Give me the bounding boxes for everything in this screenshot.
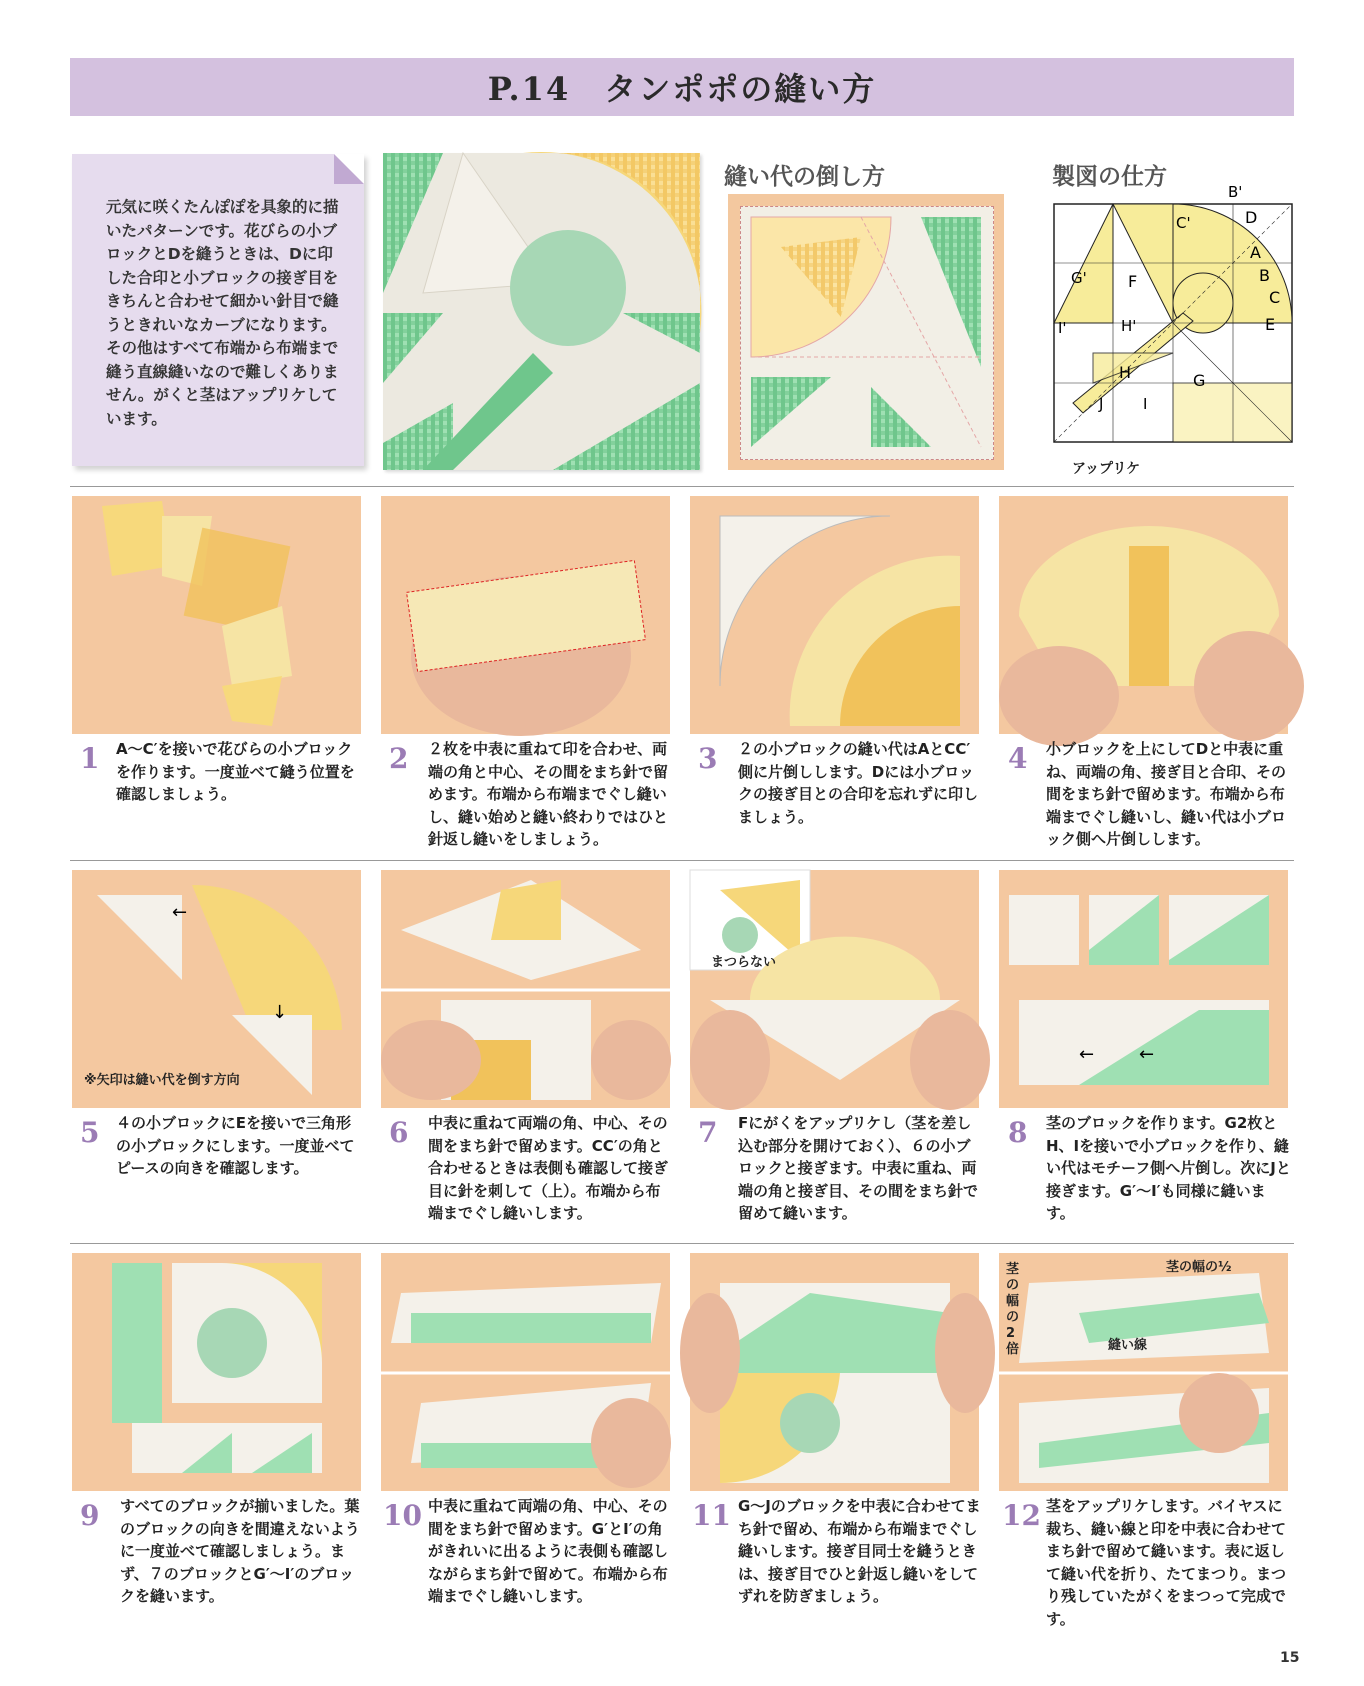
step-5-note: ※矢印は縫い代を倒す方向: [84, 1073, 240, 1088]
applique-label: アップリケ: [1072, 461, 1141, 477]
step-1-photo: [72, 496, 361, 734]
label-i: I: [1143, 395, 1148, 413]
step-8-photo: [999, 870, 1288, 1108]
seam-block: [740, 206, 994, 460]
row-divider-3: [70, 1243, 1294, 1244]
page-fold-icon: [334, 154, 364, 184]
intro-note: [72, 154, 364, 466]
step-2-number: 2: [389, 742, 409, 775]
seam-allowance-label: 縫い代の倒し方: [724, 164, 885, 190]
svg-text:←: ←: [1139, 1044, 1155, 1065]
label-h: H: [1119, 363, 1132, 382]
step-5-text: ４の小ブロックにEを接いで三角形の小ブロックにします。一度並べてピースの向きを確認します。: [116, 1114, 355, 1177]
step-4-number: 4: [1008, 742, 1028, 775]
label-i-prime: I': [1058, 319, 1067, 337]
step-5-number: 5: [80, 1116, 100, 1149]
step-2-photo: [381, 496, 670, 734]
page-title: P.14 タンポポの縫い方: [487, 70, 877, 108]
drafting-diagram: [1053, 183, 1293, 443]
svg-text:←: ←: [172, 902, 188, 923]
label-j: J: [1099, 395, 1104, 413]
step-11-number: 11: [692, 1499, 731, 1532]
label-b-prime: B': [1228, 183, 1243, 201]
label-g-prime: G': [1071, 269, 1087, 287]
label-a: A: [1250, 243, 1261, 262]
page-number: 15: [1280, 1650, 1300, 1666]
step-10-text: 中表に重ねて両端の角、中心、その間をまち針で留めます。G′とI′の角がきれいに出るように表側も確認しながらまち針で留めて。布端から布端までぐし縫いします。: [428, 1497, 669, 1605]
step-8-text: 茎のブロックを作ります。G2枚とH、Iを接いで小ブロックを作り、縫い代はモチーフ側へ片倒し。次にJと接ぎます。G′～I′も同様に縫います。: [1046, 1114, 1291, 1222]
seam-allowance-photo: [728, 194, 1004, 470]
step-7-number: 7: [698, 1116, 718, 1149]
step-9-text: すべてのブロックが揃いました。葉のブロックの向きを間違えないように一度並べて確認しましょう。まず、７のブロックとG′～I′のブロックを縫います。: [120, 1497, 360, 1605]
label-h-prime: H': [1121, 317, 1137, 335]
step-9-photo: [72, 1253, 361, 1491]
step-7-note: まつらない: [711, 955, 777, 970]
step-10-number: 10: [383, 1499, 422, 1532]
label-g: G: [1193, 371, 1206, 390]
step-7-photo: [690, 870, 979, 1108]
step-3-text: ２の小ブロックの縫い代はAとCC′側に片倒しします。Dには小ブロックの接ぎ目との合印を忘れずに印しましょう。: [738, 740, 979, 826]
svg-text:↓: ↓: [272, 1002, 288, 1023]
step-12-width-double: 茎の幅の2倍: [1006, 1262, 1020, 1357]
step-12-width-half: 茎の幅の½: [1166, 1260, 1232, 1275]
label-e: E: [1265, 315, 1276, 334]
step-3-number: 3: [698, 742, 718, 775]
label-c-prime: C': [1176, 214, 1191, 232]
svg-text:←: ←: [1079, 1044, 1095, 1065]
row-divider-1: [70, 486, 1294, 487]
step-1-number: 1: [80, 742, 100, 775]
step-4-text: 小ブロックを上にしてDと中表に重ね、両端の角、接ぎ目と合印、その間をまち針で留めます。布端から布端までぐし縫いし、縫い代は小ブロック側へ片倒しします。: [1046, 740, 1287, 848]
label-d: D: [1245, 208, 1258, 227]
step-10-photo: [381, 1253, 670, 1491]
step-9-number: 9: [80, 1499, 100, 1532]
step-12-photo: [999, 1253, 1288, 1491]
step-12-number: 12: [1002, 1499, 1041, 1532]
drafting-label: 製図の仕方: [1052, 164, 1167, 190]
step-6-photo: [381, 870, 670, 1108]
label-c: C: [1269, 288, 1281, 307]
finished-block-photo: [383, 153, 700, 470]
step-3-photo: [690, 496, 979, 734]
step-4-photo: [999, 496, 1288, 734]
step-7-text: Fにがくをアップリケし（茎を差し込む部分を開けておく）、６の小ブロックと接ぎます。中表に重ね、両端の角と接ぎ目、その間をまち針で留めて縫います。: [738, 1114, 979, 1222]
step-2-text: ２枚を中表に重ねて印を合わせ、両端の角と中心、その間をまち針で留めます。布端から布端までぐし縫いし、縫い始めと縫い終わりではひと針返し縫いをしましょう。: [428, 740, 669, 848]
step-11-photo: [690, 1253, 979, 1491]
title-bar: [70, 58, 1294, 116]
intro-text: 元気に咲くたんぽぽを具象的に描いたパターンです。花びらの小ブロックとDを縫うときは、Dに印した合印と小ブロックの接ぎ目をきちんと合わせて細かい針目で縫うときれいなカーブになります。その他はすべて布端から布端まで縫う直線縫いなので難しくありません。がくと茎はアップリケしています。: [106, 198, 339, 428]
step-11-text: G～Jのブロックを中表に合わせてまち針で留め、布端から布端までぐし縫いします。接ぎ目同士を縫うときは、接ぎ目でひと針返し縫いをしてずれを防ぎましょう。: [738, 1497, 981, 1605]
step-1-text: A～C′を接いで花びらの小ブロックを作ります。一度並べて縫う位置を確認しましょう。: [116, 740, 355, 803]
row-divider-2: [70, 860, 1294, 861]
label-b: B: [1259, 266, 1270, 285]
step-6-text: 中表に重ねて両端の角、中心、その間をまち針で留めます。CC′の角と合わせるときは表側も確認して接ぎ目に針を刺して（上）。布端から布端までぐし縫いします。: [428, 1114, 669, 1222]
step-8-number: 8: [1008, 1116, 1028, 1149]
step-12-seam-line: 縫い線: [1108, 1338, 1148, 1353]
step-12-text: 茎をアップリケします。バイヤスに裁ち、縫い線と印を中表に合わせてまち針で留めて縫います。表に返して縫い代を折り、たてまつり。まつり残していたがくをまつって完成です。: [1046, 1497, 1287, 1628]
step-6-number: 6: [389, 1116, 409, 1149]
label-f: F: [1128, 272, 1138, 291]
